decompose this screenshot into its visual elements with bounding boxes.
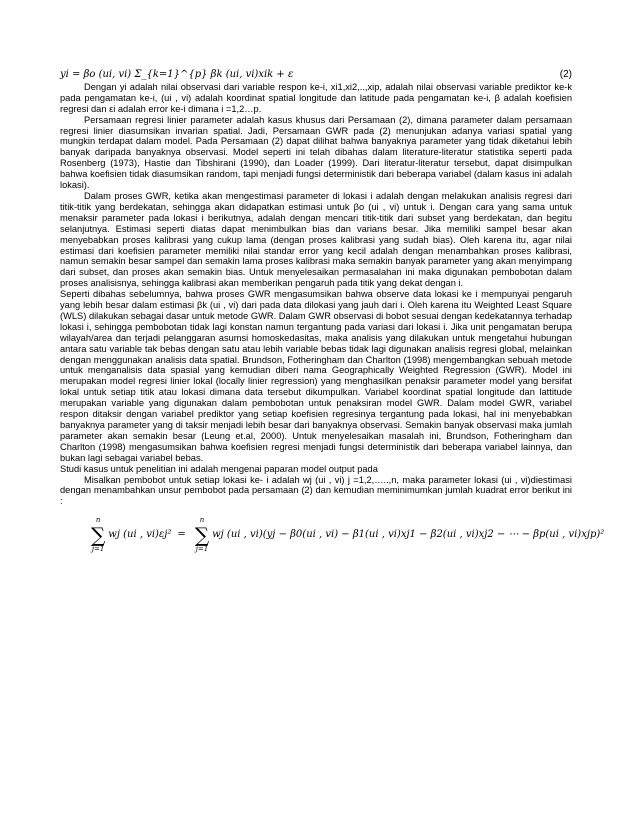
paragraph-gwr-process: Dalam proses GWR, ketika akan mengestimasi parameter di lokasi i adalah dengan melakukan analisis regresi dari titik-titik yang berdekatan, sehingga akan didapatkan estimasi untuk βo (ui , vi) untuk i. Dengan cara yang sama untuk menaksir parameter pada lokasi i berikutnya, adalah dengan mencari titik-titik dari subset yang berdekatan, dan begitu selanjutnya. Estimasi seperti diatas dapat menimbulkan bias dan varians besar. Jika memiliki sampel besar akan menyebabkan proses kalibrasi yang cukup lama (dengan proses kalibrasi yang sudah bias). Oleh karena itu, agar nilai estimasi dari koefisien parameter memiliki nilai standar error yang kecil adalah dengan menambahkan proses kalibrasi, namun semakin besar sampel dan semakin lama proses kalibrasi maka semakin banyak parameter yang akan menyimpang dari subset, dan proses akan semakin bias. Untuk menyelesaikan permasalahan ini maka digunakan pembobotan dalam proses analisisnya, sehingga kalibrasi akan memberikan pengaruh pada titik yang dekat dengan i.: [60, 190, 572, 289]
equals-sign: =: [177, 528, 186, 540]
sum-upper-limit: n: [95, 516, 101, 525]
paragraph-weights: Misalkan pembobot untuk setiap lokasi ke- i adalah wj (ui , vi) j =1,2,…..,n, maka parameter lokasi (ui , vi)diestimasi dengan menambahkan unsur pembobot pada persamaan (2) dan kemudian meminimumkan jumlah kuadrat error berikut ini :: [60, 474, 572, 507]
equation-rhs: wj (ui , vi)(yj − β0(ui , vi) − β1(ui , vi)xj1 − β2(ui , vi)xj2 − ⋯ − βp(ui , vi)xjp)²: [212, 528, 605, 540]
sum-lower-limit: j=1: [91, 545, 105, 554]
equation-lhs: wj (ui , vi)εj²: [108, 528, 172, 540]
document-page: [60, 69, 605, 554]
paragraph-regression-linear: Persamaan regresi linier parameter adalah kasus khusus dari Persamaan (2), dimana parameter dalam persamaan regresi linier diasumsikan invarian spatial. Jadi, Persamaan GWR pada (2) menunjukan adanya variasi spatial yang mungkin terdapat dalam model. Pada Persamaan (2) dapat dilihat bahwa banyaknya parameter yang tidak diketahui lebih banyak daripada banyaknya observasi. Model seperti ini telah dibahas dalam literature-literatur statistika seperti pada Rosenberg (1973), Hastie dan Tibshirani (1990), dan Loader (1999). Dari literatur-literatur tersebut, dapat disimpulkan bahwa koefisien tidak diasumsikan random, tapi menjadi fungsi deterministik dari beberapa variabel (dalam kasus ini adalah lokasi).: [60, 114, 572, 191]
sigma-symbol-2: ∑: [194, 523, 210, 548]
summation-left: [91, 516, 105, 554]
paragraph-gwr-assumptions: Seperti dibahas sebelumnya, bahwa proses GWR mengasumsikan bahwa observe data lokasi ke i mempunyai pengaruh yang lebih besar dalam estimasi βk (ui , vi) dari pada data dilokasi yang jauh dari i. Oleh karena itu Weighted Least Square (WLS) dilakukan sebagai dasar untuk metode GWR. Dalam GWR observasi di bobot sesuai dengan kedekatannya terhadap lokasi i, sehingga pembobotan tidak lagi konstan namun tergantung pada variasi dari lokasi i. Jika unit pengamatan berupa wilayah/area dan terjadi pelanggaran asumsi homoskedasitas, maka analisis yang dilakukan untuk mengetahui hubungan antara satu variable tak bebas dengan satu atau lebih variable bebas tidak lagi digunakan analisis regresi global, melainkan dengan menggunakan analisis data spatial. Brundson, Fotheringham dan Charlton (1998) mengembangkan sebuah metode untuk menganalisis data spasial yang kemudian diberi nama Geographically Weighted Regression (GWR). Model ini merupakan model regresi linier lokal (locally linier regression) yang menghasilkan penaksir parameter model yang bersifat lokal untuk setiap titik atau lokasi dimana data tersebut dikumpulkan. Variabel koordinat spatial longitude dan lattitude merupakan variable yang digunakan dalam pembobotan untuk penaksiran model GWR. Dalam model GWR, variabel respon ditaksir dengan variabel prediktor yang setiap koefisien regresinya tergantung pada lokasi, hal ini menyebabkan banyaknya parameter yang di taksir menjadi lebih besar dari banyaknya observasi. Semakin banyak observasi maka jumlah parameter akan semakin besar (Leung et.al, 2000). Untuk menyelesaikan masalah ini, Brundson, Fotheringham dan Charlton (1998) mengasumsikan bahwa koefisien regresi menjadi fungsi deterministik dari beberapa variabel lainnya, dan bukan lagi sebagai variabel bebas.: [60, 289, 572, 463]
paragraph-definitions: Dengan yi adalah nilai observasi dari variable respon ke-i, xi1,xi2,..,xip, adalah nilai observasi variable prediktor ke-k pada pengamatan ke-i, (ui , vi) adalah koordinat spatial longitude dan latitude pada pengamatan ke-i, β adalah koefisien regresi dan εi adalah error ke-i dimana i =1,2…p.: [60, 81, 572, 114]
equation-2: [60, 70, 572, 81]
weighted-sum-equation: [88, 516, 605, 554]
sum-lower-limit-2: j=1: [195, 545, 209, 554]
sum-upper-limit-2: n: [199, 516, 205, 525]
paragraph-case-study: Studi kasus untuk penelitian ini adalah mengenai paparan model output pada: [60, 463, 378, 474]
summation-right: [195, 516, 209, 554]
sigma-symbol: ∑: [91, 523, 106, 548]
equation-2-formula: yi = βo (ui, vi) Σ_{k=1}^{p} βk (ui, vi)xik + ε: [60, 69, 294, 80]
equation-2-number: (2): [559, 69, 572, 80]
